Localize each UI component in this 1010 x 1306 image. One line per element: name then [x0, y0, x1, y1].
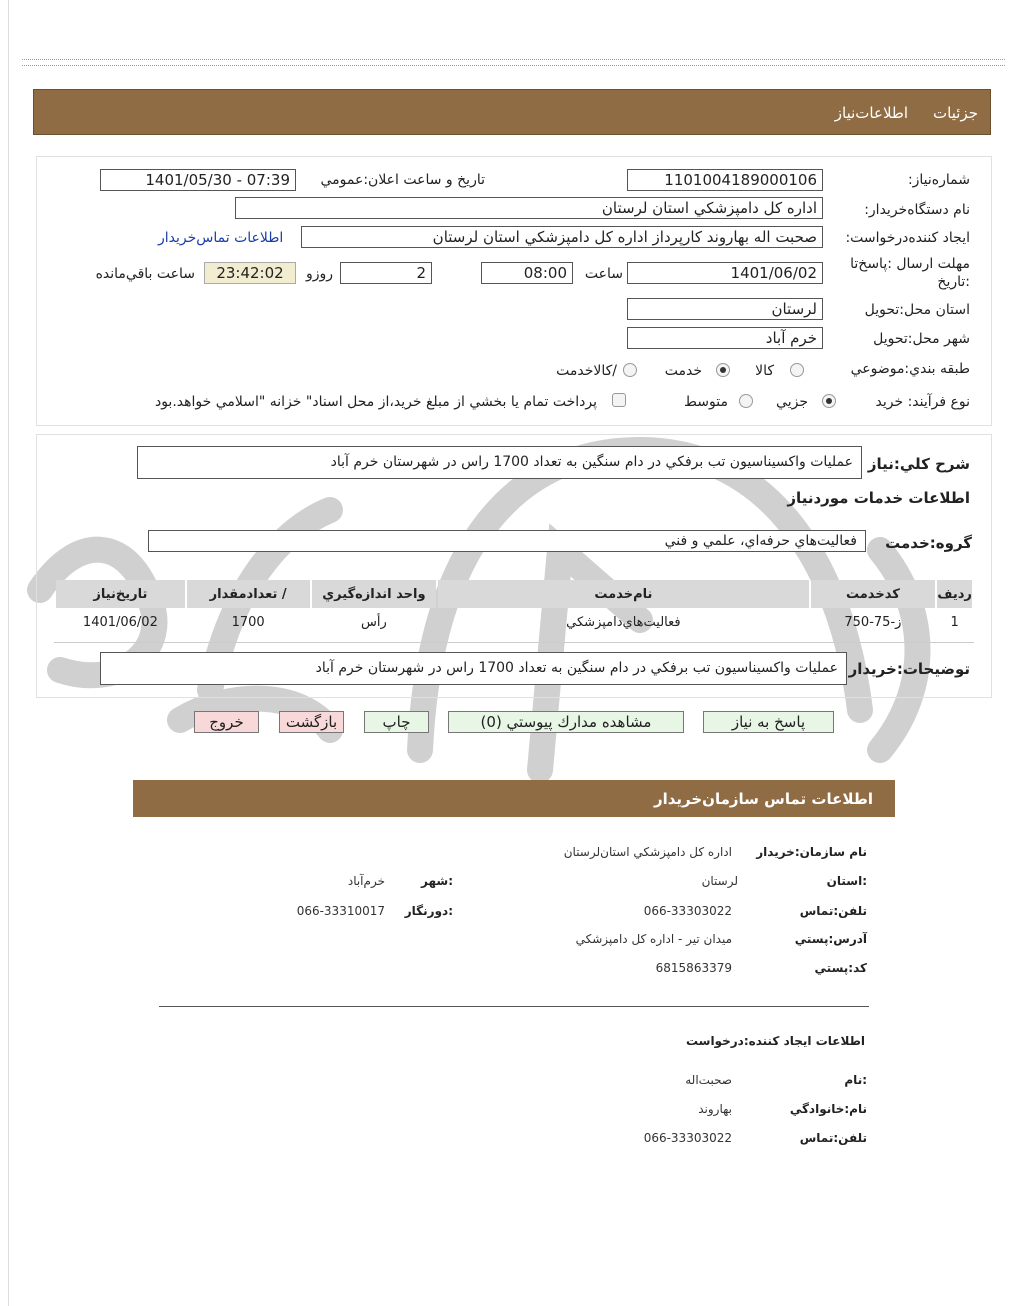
contact-phone-value: 066-33303022 [643, 904, 732, 918]
tab-details[interactable]: جزئيات [933, 104, 978, 122]
left-border-line [8, 0, 9, 1306]
creator-label: ايجاد كننده‌درخواست: [845, 230, 970, 246]
exit-button[interactable]: خروج [194, 711, 259, 733]
col-quantity: / تعدادمقدار [187, 580, 310, 608]
buyer-notes-field: عمليات واكسيناسيون تب برفكي در دام سنگين به تعداد 1700 راس در شهرستان خرم آباد [100, 652, 847, 685]
process-medium-radio[interactable] [739, 394, 753, 408]
process-minor-label: جزيي [776, 394, 808, 410]
back-button[interactable]: بازگشت [279, 711, 344, 733]
contact-divider [159, 1006, 869, 1007]
category-goods-radio[interactable] [790, 363, 804, 377]
remaining-time-field: 23:42:02 [204, 262, 296, 284]
col-service-code: كدخدمت [811, 580, 936, 608]
contact-city-value: خرم‌آباد [347, 874, 385, 888]
process-label: نوع فرآيند: خريد [875, 394, 970, 410]
summary-field: عمليات واكسيناسيون تب برفكي در دام سنگين به تعداد 1700 راس در شهرستان خرم آباد [137, 446, 862, 479]
process-minor-radio[interactable] [822, 394, 836, 408]
category-service-label: خدمت [664, 363, 702, 379]
announce-datetime-field: 1401/05/30 - 07:39 [100, 169, 296, 191]
category-goods-label: كالا [755, 363, 774, 379]
category-service-radio[interactable] [716, 363, 730, 377]
creator-name-label: :نام [844, 1073, 867, 1087]
contact-org-value: اداره كل دامپزشكي استان‌لرستان [563, 845, 732, 859]
contact-province-label: :استان [826, 874, 867, 888]
contact-title: اطلاعات تماس سازمان‌خريدار [653, 790, 873, 808]
contact-fax-value: 066-33310017 [296, 904, 385, 918]
category-goods-service-label: /كالاخدمت [556, 363, 617, 379]
days-field: 2 [340, 262, 432, 284]
treasury-payment-label: پرداخت تمام يا بخشي از مبلغ خريد،از محل اسناد" خزانه "اسلامي خواهد.بود [154, 394, 597, 410]
col-need-date: تاريخ‌نياز [56, 580, 185, 608]
top-separator [22, 59, 1005, 66]
contact-header [133, 780, 895, 817]
category-goods-service-radio[interactable] [623, 363, 637, 377]
col-row-number: رديف [937, 580, 972, 608]
page-header [33, 89, 991, 135]
contact-province-value: لرستان [701, 874, 738, 888]
creator-field: صحبت اله بهاروند كارپرداز اداره كل دامپزشكي استان لرستان [301, 226, 823, 248]
treasury-payment-checkbox[interactable] [612, 393, 626, 407]
contact-org-label: نام سازمان:خريدار [756, 845, 867, 859]
table-header-row [56, 580, 972, 608]
city-field: خرم آباد [627, 327, 823, 349]
table-row [56, 610, 972, 634]
creator-family-value: بهاروند [698, 1102, 732, 1116]
contact-postal-value: 6815863379 [655, 961, 732, 975]
summary-label: شرح كلي:نياز [867, 455, 970, 473]
contact-address-label: آدرس:پستي [794, 932, 867, 946]
creator-info-title: اطلاعات ايجاد كننده:درخواست [685, 1034, 865, 1048]
buyer-org-field: اداره كل دامپزشكي استان لرستان [235, 197, 823, 219]
deadline-label-date: :تاريخ [937, 274, 970, 290]
cell-unit: رأس [361, 614, 387, 630]
province-label: استان محل:تحويل [864, 302, 970, 318]
deadline-time-label: ساعت [584, 266, 623, 282]
city-label: شهر محل:تحويل [873, 331, 970, 347]
process-medium-label: متوسط [684, 394, 728, 410]
contact-city-label: :شهر [421, 874, 453, 888]
remaining-label: ساعت باقي‌مانده [95, 266, 195, 282]
view-attachments-button[interactable]: مشاهده مدارك پيوستي (0) [448, 711, 684, 733]
province-field: لرستان [627, 298, 823, 320]
tab-need-info[interactable]: اطلاعات‌نياز [834, 104, 908, 122]
creator-phone-label: تلفن:تماس [799, 1131, 867, 1145]
days-label: روزو [305, 266, 333, 282]
buyer-notes-label: توضيحات:خريدار [848, 660, 970, 678]
col-service-name: نام‌خدمت [438, 580, 808, 608]
deadline-date-field: 1401/06/02 [627, 262, 823, 284]
buyer-contact-link[interactable]: اطلاعات تماس‌خريدار [158, 230, 284, 246]
cell-need-date: 1401/06/02 [82, 614, 158, 630]
reply-button[interactable]: پاسخ به نياز [703, 711, 834, 733]
cell-row-number: 1 [950, 614, 959, 630]
category-label: طبقه بندي:موضوعي [850, 361, 970, 377]
need-number-label: شماره‌نياز: [907, 172, 970, 188]
creator-family-label: نام:خانوادگي [789, 1102, 867, 1116]
cell-service-name: فعاليت‌هاي‌دامپزشكي [566, 614, 681, 630]
announce-label: تاريخ و ساعت اعلان:عمومي [320, 172, 485, 188]
contact-phone-label: تلفن:تماس [799, 904, 867, 918]
service-group-label: گروه:خدمت [885, 534, 972, 552]
contact-postal-label: كد:پستي [814, 961, 867, 975]
services-title: اطلاعات خدمات موردنياز [787, 489, 970, 507]
cell-quantity: 1700 [231, 614, 265, 630]
deadline-label: مهلت ارسال :پاسخ‌تا [850, 256, 970, 272]
contact-fax-label: :دورنگار [404, 904, 453, 918]
col-unit: واحد اندازه‌گيري [312, 580, 437, 608]
service-group-field: فعاليت‌هاي حرفه‌اي، علمي و فني [148, 530, 866, 552]
creator-phone-value: 066-33303022 [643, 1131, 732, 1145]
print-button[interactable]: چاپ [364, 711, 429, 733]
deadline-time-field: 08:00 [481, 262, 573, 284]
cell-service-code: ز-75-750 [844, 614, 902, 630]
need-number-field: 1101004189000106 [627, 169, 823, 191]
creator-name-value: صحبت‌اله [685, 1073, 732, 1087]
contact-address-value: ميدان تير - اداره كل دامپزشكي [575, 932, 732, 946]
buyer-org-label: نام دستگاه‌خريدار: [864, 202, 970, 218]
table-divider [54, 642, 974, 643]
services-table [54, 578, 974, 636]
